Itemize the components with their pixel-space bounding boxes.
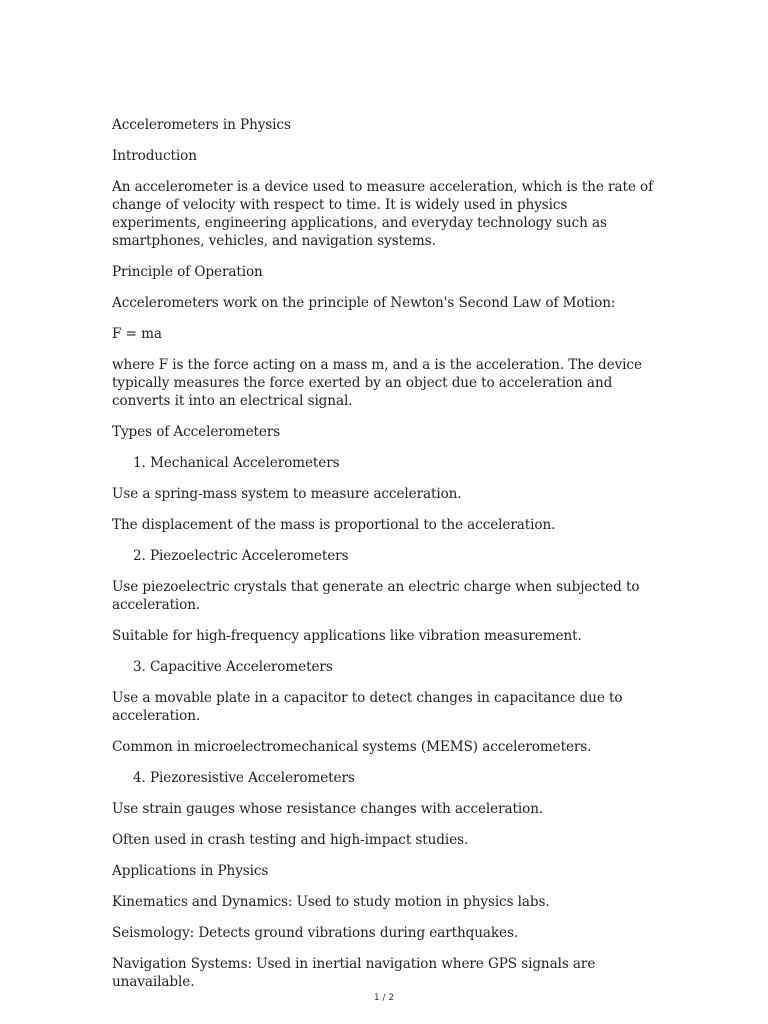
list-item: 4. Piezoresistive Accelerometers (133, 770, 355, 786)
paragraph: Navigation Systems: Used in inertial navigation where GPS signals are unavailable. (112, 956, 596, 990)
paragraph: Seismology: Detects ground vibrations during earthquakes. (112, 925, 519, 941)
section-heading-introduction: Introduction (112, 148, 197, 164)
paragraph: Use piezoelectric crystals that generate an electric charge when subjected to acceleration. (112, 579, 640, 613)
list-item: 1. Mechanical Accelerometers (133, 455, 340, 471)
paragraph: Often used in crash testing and high-impact studies. (112, 832, 469, 848)
list-item: 2. Piezoelectric Accelerometers (133, 548, 349, 564)
paragraph: Accelerometers work on the principle of Newton's Second Law of Motion: (112, 295, 616, 311)
section-heading-types: Types of Accelerometers (112, 424, 281, 440)
section-heading-principle: Principle of Operation (112, 264, 263, 280)
paragraph: where F is the force acting on a mass m, and a is the acceleration. The device typically measures the force exerted by an object due to acceleration and converts it into an electrical signal. (112, 357, 642, 409)
paragraph: An accelerometer is a device used to measure acceleration, which is the rate of change of velocity with respect to time. It is widely used in physics experiments, engineering applications, and everyday technology such as smartphones, vehicles, and navigation systems. (112, 179, 653, 249)
equation: F = ma (112, 326, 162, 342)
document-body (112, 116, 657, 1004)
paragraph: The displacement of the mass is proportional to the acceleration. (112, 517, 556, 533)
document-title: Accelerometers in Physics (112, 117, 291, 133)
paragraph: Use strain gauges whose resistance changes with acceleration. (112, 801, 544, 817)
paragraph: Use a spring-mass system to measure acceleration. (112, 486, 462, 502)
paragraph: Suitable for high-frequency applications like vibration measurement. (112, 628, 582, 644)
section-heading-applications: Applications in Physics (112, 863, 269, 879)
page-number: 1 / 2 (373, 993, 395, 1003)
paragraph: Use a movable plate in a capacitor to detect changes in capacitance due to acceleration. (112, 690, 623, 724)
paragraph: Kinematics and Dynamics: Used to study motion in physics labs. (112, 894, 550, 910)
paragraph: Common in microelectromechanical systems (MEMS) accelerometers. (112, 739, 592, 755)
list-item: 3. Capacitive Accelerometers (133, 659, 333, 675)
